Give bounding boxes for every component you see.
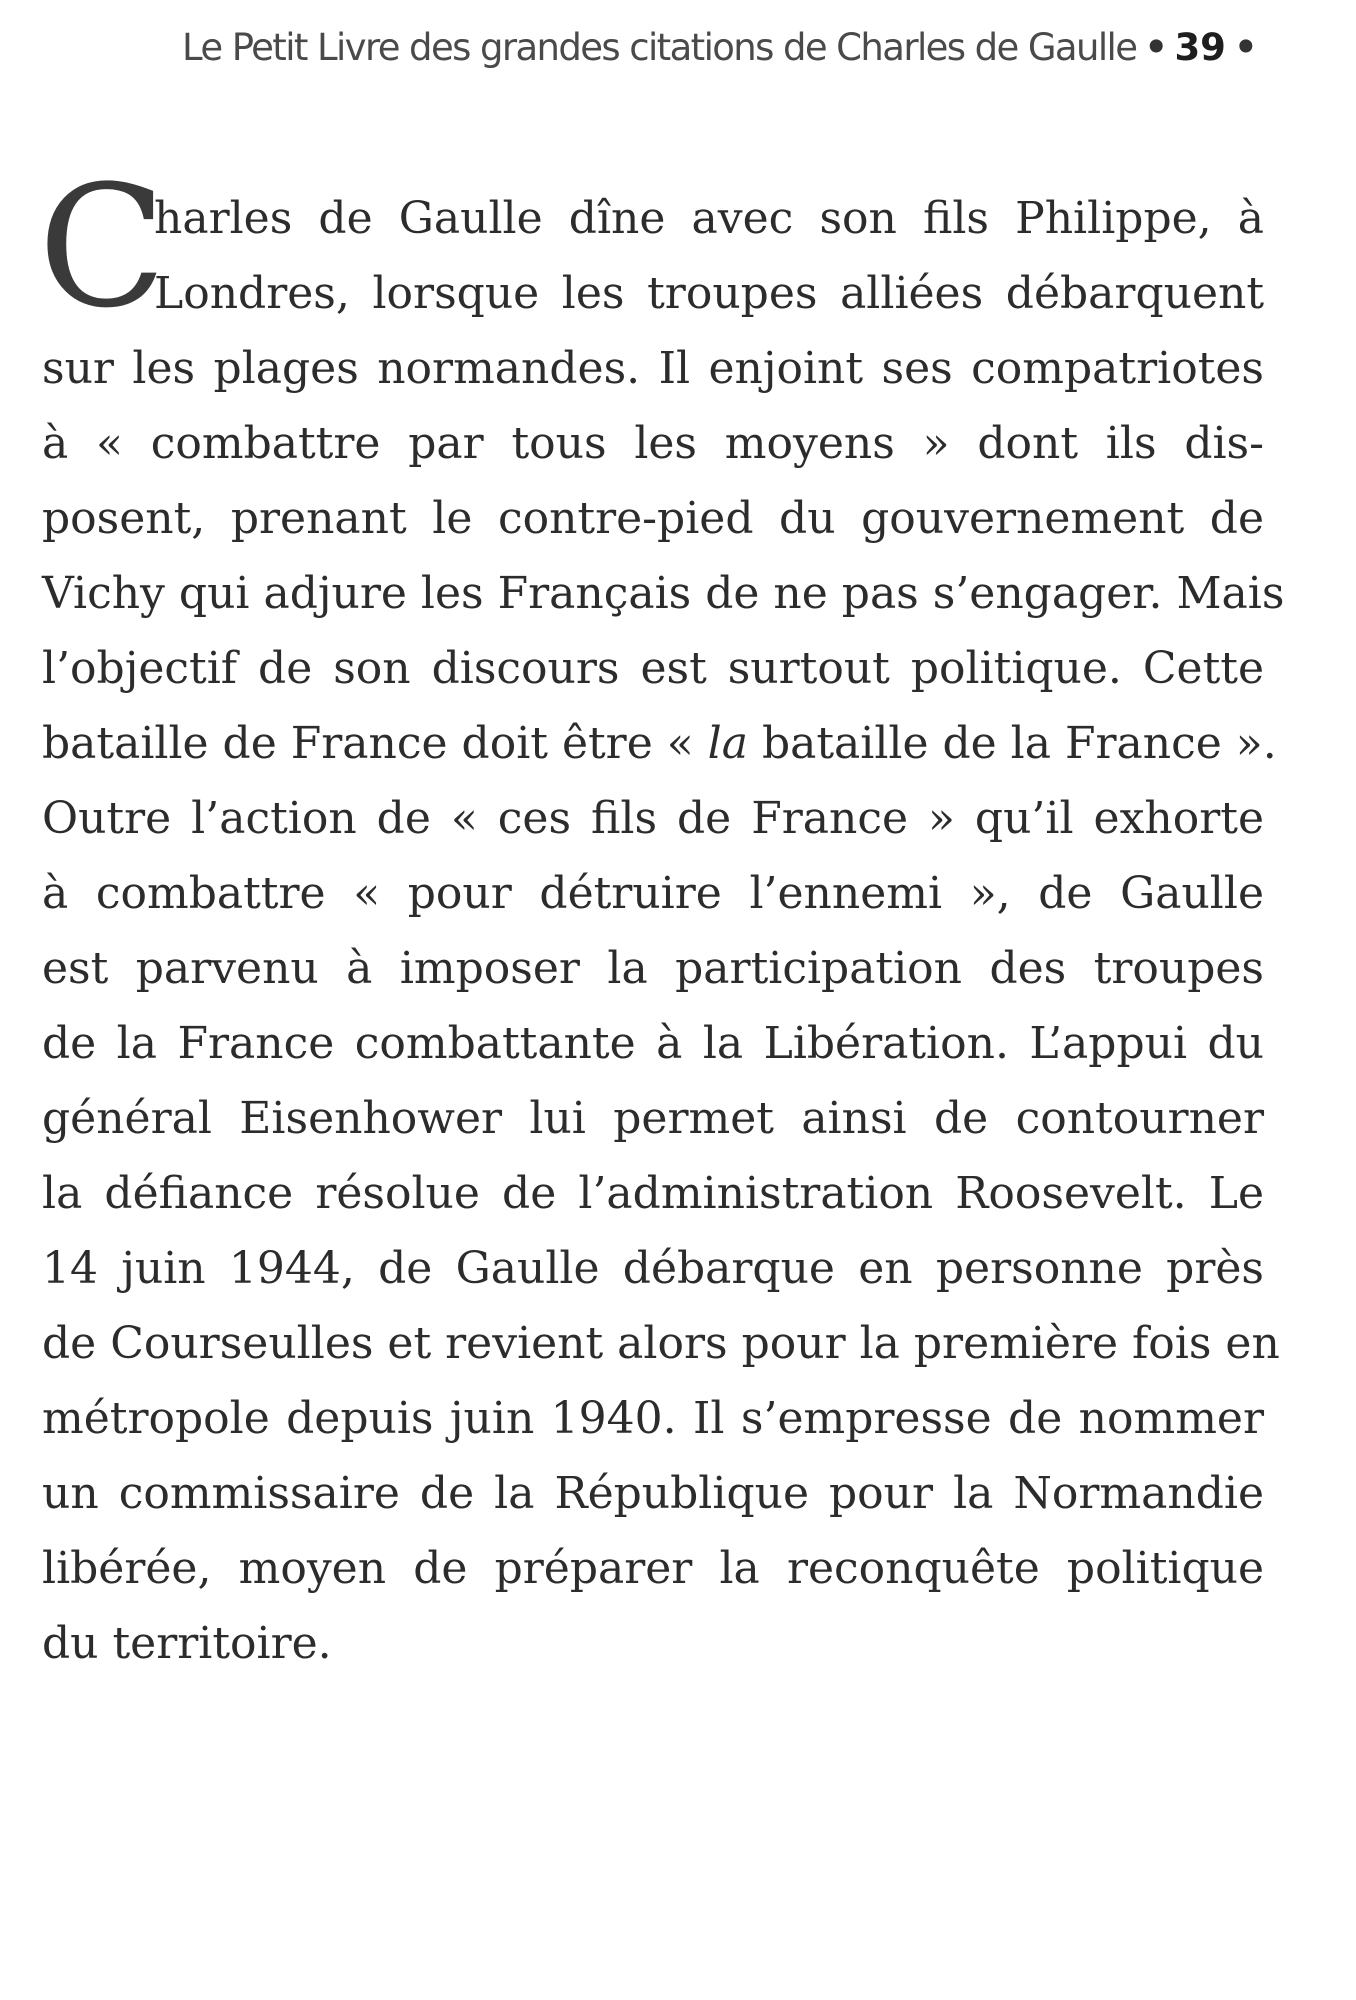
text-segment: bataille de la France ». xyxy=(747,718,1277,769)
text-line: harles de Gaulle dîne avec son fils Philippe, à xyxy=(154,193,1264,244)
text-line: posent, prenant le contre-pied du gouvernement de xyxy=(42,493,1264,544)
text-line: de la France combattante à la Libération. L’appui du xyxy=(42,1018,1264,1069)
text-line: à combattre « pour détruire l’ennemi », de Gaulle xyxy=(42,868,1264,919)
italic-emphasis: la xyxy=(707,718,748,769)
body-paragraph xyxy=(38,149,1285,1681)
text-line-with-italic xyxy=(42,706,1277,781)
bullet-left: • xyxy=(1144,26,1167,69)
text-line: l’objectif de son discours est surtout politique. Cette xyxy=(42,643,1264,694)
text-segment: bataille de France doit être « xyxy=(42,718,708,769)
text-line: 14 juin 1944, de Gaulle débarque en personne près xyxy=(42,1243,1264,1294)
text-line: Outre l’action de « ces fils de France » qu’il exhorte xyxy=(42,793,1264,844)
drop-cap: C xyxy=(38,149,167,345)
bullet-right: • xyxy=(1233,26,1256,69)
text-line: un commissaire de la République pour la Normandie xyxy=(42,1468,1264,1519)
text-line: à « combattre par tous les moyens » dont ils dis- xyxy=(42,418,1264,469)
text-line: du territoire. xyxy=(42,1618,332,1669)
text-line: métropole depuis juin 1940. Il s’empresse de nommer xyxy=(42,1393,1264,1444)
text-line: général Eisenhower lui permet ainsi de contourner xyxy=(42,1093,1264,1144)
text-line: Londres, lorsque les troupes alliées débarquent xyxy=(154,268,1264,319)
book-title: Le Petit Livre des grandes citations de Charles de Gaulle xyxy=(182,26,1137,69)
text-line: de Courseulles et revient alors pour la première fois en xyxy=(42,1318,1280,1369)
text-line: sur les plages normandes. Il enjoint ses compatriotes xyxy=(42,343,1264,394)
page-number: 39 xyxy=(1174,26,1226,69)
text-line: est parvenu à imposer la participation des troupes xyxy=(42,943,1264,994)
running-header xyxy=(0,26,1264,69)
text-line: libérée, moyen de préparer la reconquête politique xyxy=(42,1543,1264,1594)
text-line: la défiance résolue de l’administration Roosevelt. Le xyxy=(42,1168,1264,1219)
text-line: Vichy qui adjure les Français de ne pas s’engager. Mais xyxy=(42,568,1285,619)
